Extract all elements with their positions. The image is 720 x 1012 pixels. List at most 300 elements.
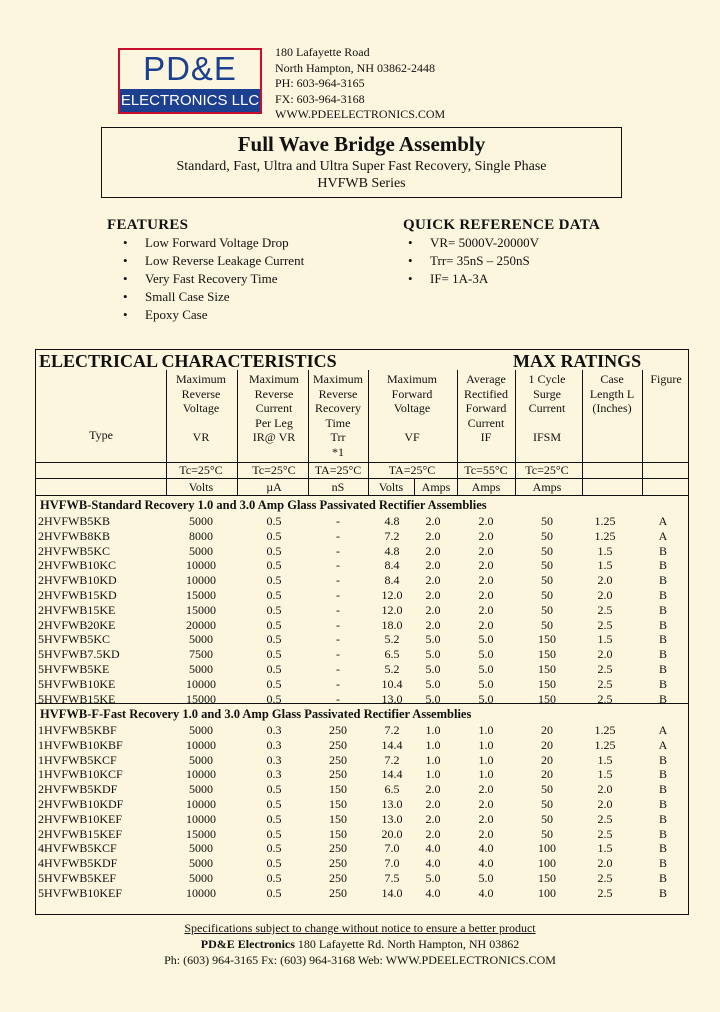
footer-company-name: PD&E Electronics: [200, 937, 295, 951]
figure: B: [658, 632, 667, 647]
figure: A: [658, 737, 668, 752]
figure: B: [658, 797, 667, 811]
recovery-time: 250: [329, 871, 347, 885]
forward-voltage: 7.5: [384, 871, 400, 885]
figure: B: [658, 856, 667, 871]
part-number: 2HVFWB15KE: [38, 602, 116, 617]
page-subtitle: Standard, Fast, Ultra and Ultra Super Fast Recovery, Single Phase: [176, 159, 547, 174]
surge-current: 50: [541, 826, 553, 841]
forward-voltage: 14.4: [381, 737, 403, 752]
surge-current: 150: [538, 676, 556, 691]
table-row: [36, 692, 688, 707]
column-header-type: Type: [89, 428, 113, 442]
quickref-vr: [408, 234, 539, 252]
unit-label: Amps: [532, 480, 562, 494]
figure: B: [658, 558, 667, 573]
surge-amps: 5.0: [425, 676, 441, 691]
part-number: 4HVFWB5KDF: [38, 856, 118, 871]
reverse-voltage: 5000: [189, 856, 213, 871]
forward-current: 5.0: [478, 691, 494, 706]
reverse-voltage: 10000: [186, 767, 216, 782]
forward-voltage: 6.5: [384, 647, 400, 662]
table-row: [36, 558, 688, 573]
table-row: [36, 767, 688, 782]
case-length: 2.0: [597, 797, 613, 811]
case-length: 1.5: [597, 558, 613, 573]
case-length: 2.5: [597, 826, 613, 841]
reverse-current: 0.3: [266, 723, 282, 737]
forward-voltage: 12.0: [381, 602, 403, 617]
forward-voltage: 7.2: [384, 752, 400, 767]
surge-current: 50: [541, 602, 553, 617]
surge-current: 20: [541, 767, 553, 782]
part-number: 1HVFWB5KBF: [38, 723, 117, 737]
group-title-standard: HVFWB-Standard Recovery 1.0 and 3.0 Amp Glass Passivated Rectifier Assemblies: [40, 498, 487, 512]
figure: B: [658, 676, 667, 691]
recovery-time: 250: [329, 841, 347, 856]
surge-amps: 4.0: [425, 841, 441, 856]
recovery-time: 150: [329, 811, 347, 826]
table-row: [36, 827, 688, 842]
forward-current: 2.0: [478, 826, 494, 841]
figure: B: [658, 767, 667, 782]
column-header: [163, 372, 239, 445]
reverse-current: 0.5: [266, 885, 282, 900]
table-column-rule: [582, 370, 583, 495]
forward-current: 2.0: [478, 797, 494, 811]
part-number: 5HVFWB15KE: [38, 691, 116, 706]
forward-current: 2.0: [478, 602, 494, 617]
table-row: [36, 782, 688, 797]
figure: B: [658, 543, 667, 558]
column-header-line: Time: [325, 415, 351, 430]
table-row: [36, 514, 688, 529]
reverse-voltage: 8000: [189, 528, 213, 543]
address-web: WWW.PDEELECTRONICS.COM: [275, 107, 446, 121]
case-length: 2.0: [597, 573, 613, 588]
column-header-line: IF: [480, 430, 492, 444]
series-name: HVFWB Series: [317, 176, 406, 191]
feature-item: • Low Forward Voltage Drop: [123, 234, 304, 252]
surge-current: 100: [538, 841, 556, 856]
reverse-current: 0.5: [266, 558, 282, 573]
table-row: [36, 529, 688, 544]
forward-voltage: 13.0: [381, 811, 403, 826]
recovery-time: 150: [329, 782, 347, 797]
figure: B: [658, 811, 667, 826]
forward-current: 4.0: [478, 885, 494, 900]
quickref-trr-text: Trr= 35nS – 250nS: [430, 253, 530, 268]
reverse-current: 0.5: [266, 602, 282, 617]
page-title: Full Wave Bridge Assembly: [237, 132, 486, 156]
reverse-current: 0.5: [266, 676, 282, 691]
surge-amps: 5.0: [425, 691, 441, 706]
part-number: 5HVFWB10KE: [38, 676, 116, 691]
table-rule: [36, 495, 688, 496]
quickref-vr-text: VR= 5000V-20000V: [430, 235, 540, 250]
title-box: [101, 127, 622, 198]
column-header-line: Reverse: [254, 386, 294, 401]
forward-voltage: 7.2: [384, 528, 400, 543]
column-header-line: Maximum: [176, 372, 226, 386]
surge-amps: 2.0: [425, 573, 441, 588]
table-column-rule: [237, 370, 238, 495]
forward-voltage: 20.0: [381, 826, 403, 841]
figure: B: [658, 602, 667, 617]
surge-amps: 2.0: [425, 811, 441, 826]
reverse-current: 0.5: [266, 826, 282, 841]
surge-current: 150: [538, 871, 556, 885]
reverse-voltage: 5000: [189, 543, 213, 558]
case-length: 2.0: [597, 782, 613, 797]
table-row: [36, 871, 688, 886]
reverse-current: 0.5: [266, 588, 282, 602]
part-number: 2HVFWB10KD: [38, 573, 117, 588]
column-header-line: Current: [467, 415, 505, 430]
surge-current: 50: [541, 528, 553, 543]
surge-current: 150: [538, 662, 556, 676]
surge-current: 20: [541, 752, 553, 767]
column-header-line: Average: [466, 372, 506, 386]
recovery-time: 150: [329, 826, 347, 841]
table-row: [36, 573, 688, 588]
reverse-current: 0.5: [266, 811, 282, 826]
table-row: [36, 588, 688, 603]
reverse-current: 0.5: [266, 797, 282, 811]
surge-current: 20: [541, 723, 553, 737]
forward-current: 2.0: [478, 514, 494, 528]
column-header: [374, 372, 450, 445]
case-length: 2.5: [597, 871, 613, 885]
figure: B: [658, 841, 667, 856]
temperature-condition: TA=25°C: [314, 463, 362, 477]
column-header-line: Reverse: [181, 386, 221, 401]
reverse-voltage: 7500: [189, 647, 213, 662]
forward-voltage: 12.0: [381, 588, 403, 602]
part-number: 1HVFWB5KCF: [38, 752, 117, 767]
case-length: 1.5: [597, 841, 613, 856]
feature-item: • Very Fast Recovery Time: [123, 270, 304, 288]
recovery-time: -: [336, 573, 340, 588]
case-length: 2.5: [597, 676, 613, 691]
recovery-time: 250: [329, 752, 347, 767]
column-header-line: Length L: [589, 386, 635, 401]
forward-current: 5.0: [478, 662, 494, 676]
figure: B: [658, 752, 667, 767]
surge-current: 100: [538, 885, 556, 900]
forward-current: 1.0: [478, 737, 494, 752]
table-row: [36, 886, 688, 901]
recovery-time: -: [336, 588, 340, 602]
footer-notice: [0, 921, 720, 936]
case-length: 1.25: [594, 723, 616, 737]
address-line: North Hampton, NH 03862-2448: [275, 60, 435, 75]
reverse-current: 0.3: [266, 767, 282, 782]
case-length: 1.5: [597, 767, 613, 782]
forward-current: 2.0: [478, 588, 494, 602]
part-number: 1HVFWB10KCF: [38, 767, 123, 782]
surge-amps: 2.0: [425, 543, 441, 558]
reverse-current: 0.5: [266, 691, 282, 706]
reverse-voltage: 5000: [189, 662, 213, 676]
logo-text-pde: PD&E: [143, 50, 237, 87]
figure: A: [658, 723, 668, 737]
temperature-condition: Tc=25°C: [252, 463, 296, 477]
address-phone: PH: 603-964-3165: [275, 76, 365, 90]
table-row: [36, 856, 688, 871]
reverse-current: 0.5: [266, 662, 282, 676]
forward-voltage: 8.4: [384, 558, 400, 573]
recovery-time: -: [336, 647, 340, 662]
surge-amps: 5.0: [425, 632, 441, 647]
reverse-voltage: 5000: [189, 752, 213, 767]
surge-current: 50: [541, 514, 553, 528]
column-header-line: Maximum: [249, 372, 299, 386]
features-heading: FEATURES: [107, 217, 189, 233]
case-length: 2.5: [597, 617, 613, 632]
forward-voltage: 18.0: [381, 617, 403, 632]
surge-amps: 2.0: [425, 514, 441, 528]
part-number: 5HVFWB7.5KD: [38, 647, 120, 662]
reverse-voltage: 5000: [189, 841, 213, 856]
case-length: 2.5: [597, 885, 613, 900]
forward-voltage: 13.0: [381, 691, 403, 706]
case-length: 2.5: [597, 691, 613, 706]
column-header-line: (Inches): [592, 401, 632, 415]
forward-current: 1.0: [478, 723, 494, 737]
case-length: 1.5: [597, 752, 613, 767]
forward-current: 5.0: [478, 632, 494, 647]
surge-amps: 1.0: [425, 767, 441, 782]
recovery-time: -: [336, 662, 340, 676]
reverse-current: 0.5: [266, 782, 282, 797]
case-length: 1.25: [594, 514, 616, 528]
quickref-trr: [408, 252, 539, 270]
recovery-time: 150: [329, 797, 347, 811]
reverse-voltage: 10000: [186, 558, 216, 573]
recovery-time: 250: [329, 885, 347, 900]
reverse-voltage: 10000: [186, 573, 216, 588]
logo-text-electronics: ELECTRONICS LLC: [120, 89, 260, 112]
group-title-fast: HVFWB-F-Fast Recovery 1.0 and 3.0 Amp Glass Passivated Rectifier Assemblies: [40, 707, 472, 721]
column-header-line: Case: [600, 372, 624, 386]
table-rule: [36, 478, 688, 479]
reverse-current: 0.5: [266, 514, 282, 528]
surge-current: 50: [541, 558, 553, 573]
surge-amps: 4.0: [425, 885, 441, 900]
part-number: 2HVFWB5KB: [38, 514, 111, 528]
figure: B: [658, 691, 667, 706]
table-heading-electrical: ELECTRICAL CHARACTERISTICS: [39, 351, 337, 371]
surge-amps: 5.0: [425, 662, 441, 676]
table-column-rule: [642, 370, 643, 495]
surge-current: 20: [541, 737, 553, 752]
case-length: 1.25: [594, 737, 616, 752]
column-header-line: Trr: [330, 430, 346, 444]
column-header-line: Surge: [533, 386, 561, 401]
forward-current: 1.0: [478, 767, 494, 782]
recovery-time: 250: [329, 737, 347, 752]
surge-amps: 2.0: [425, 528, 441, 543]
figure: B: [658, 871, 667, 885]
forward-current: 2.0: [478, 573, 494, 588]
surge-amps: 2.0: [425, 797, 441, 811]
surge-current: 50: [541, 543, 553, 558]
reverse-current: 0.5: [266, 573, 282, 588]
reverse-voltage: 10000: [186, 797, 216, 811]
table-row: [36, 544, 688, 559]
feature-item: • Epoxy Case: [123, 306, 304, 324]
figure: B: [658, 782, 667, 797]
column-header: [628, 372, 704, 387]
unit-label: Amps: [421, 480, 451, 494]
reverse-voltage: 10000: [186, 885, 216, 900]
column-header-line: [163, 416, 239, 431]
surge-amps: 2.0: [425, 558, 441, 573]
column-header-line: Per Leg: [255, 415, 293, 430]
case-length: 2.5: [597, 662, 613, 676]
column-header-line: *1: [332, 444, 344, 459]
table-row: [36, 662, 688, 677]
reverse-voltage: 5000: [189, 723, 213, 737]
column-header-line: Rectified: [464, 386, 508, 401]
column-header-line: Maximum: [313, 372, 363, 386]
table-row: [36, 797, 688, 812]
address-line: 180 Lafayette Road: [275, 45, 370, 59]
reverse-current: 0.5: [266, 841, 282, 856]
recovery-time: -: [336, 528, 340, 543]
part-number: 2HVFWB5KDF: [38, 782, 118, 797]
reverse-voltage: 15000: [186, 826, 216, 841]
forward-voltage: 8.4: [384, 573, 400, 588]
part-number: 5HVFWB5KE: [38, 662, 110, 676]
column-header-line: Voltage: [393, 401, 431, 415]
forward-current: 2.0: [478, 811, 494, 826]
recovery-time: -: [336, 514, 340, 528]
forward-current: 2.0: [478, 558, 494, 573]
figure: B: [658, 662, 667, 676]
reverse-voltage: 10000: [186, 737, 216, 752]
temperature-condition: Tc=25°C: [179, 463, 223, 477]
reverse-current: 0.5: [266, 871, 282, 885]
quickref-if-text: IF= 1A-3A: [430, 271, 489, 286]
recovery-time: 250: [329, 767, 347, 782]
footer-contact: Ph: (603) 964-3165 Fx: (603) 964-3168 Web: WWW.PDEELECTRONICS.COM: [164, 953, 556, 967]
column-header-line: Current: [528, 401, 566, 415]
case-length: 2.0: [597, 647, 613, 662]
footer-company-address: 180 Lafayette Rd. North Hampton, NH 03862: [294, 937, 520, 951]
surge-current: 100: [538, 856, 556, 871]
table-row: [36, 841, 688, 856]
recovery-time: 250: [329, 856, 347, 871]
surge-amps: 1.0: [425, 737, 441, 752]
surge-current: 50: [541, 588, 553, 602]
recovery-time: -: [336, 691, 340, 706]
feature-item: • Low Reverse Leakage Current: [123, 252, 304, 270]
case-length: 1.5: [597, 543, 613, 558]
column-header-line: [509, 416, 585, 431]
part-number: 2HVFWB15KEF: [38, 826, 123, 841]
column-header-line: Maximum: [387, 372, 437, 386]
case-length: 1.5: [597, 632, 613, 647]
part-number: 2HVFWB20KE: [38, 617, 116, 632]
forward-current: 2.0: [478, 528, 494, 543]
feature-item: • Small Case Size: [123, 288, 304, 306]
reverse-voltage: 15000: [186, 588, 216, 602]
column-header-line: IR@ VR: [252, 430, 296, 444]
figure: B: [658, 617, 667, 632]
features-list: [123, 234, 304, 324]
reverse-current: 0.5: [266, 528, 282, 543]
table-row: [36, 647, 688, 662]
electrical-characteristics-table: [35, 349, 689, 915]
table-row: [36, 632, 688, 647]
case-length: 2.0: [597, 588, 613, 602]
column-header-line: VR: [192, 430, 210, 444]
reverse-current: 0.3: [266, 737, 282, 752]
case-length: 2.5: [597, 602, 613, 617]
surge-amps: 2.0: [425, 826, 441, 841]
part-number: 5HVFWB5KC: [38, 632, 111, 647]
unit-label: µA: [266, 480, 282, 494]
table-row: [36, 603, 688, 618]
part-number: 5HVFWB5KEF: [38, 871, 117, 885]
reverse-voltage: 5000: [189, 632, 213, 647]
temperature-condition: Tc=55°C: [464, 463, 508, 477]
temperature-condition: Tc=25°C: [525, 463, 569, 477]
surge-current: 50: [541, 617, 553, 632]
table-row: [36, 618, 688, 633]
reverse-voltage: 15000: [186, 602, 216, 617]
forward-current: 4.0: [478, 856, 494, 871]
column-header-line: [374, 416, 450, 431]
column-header-line: Forward: [465, 401, 507, 415]
forward-voltage: 4.8: [384, 543, 400, 558]
part-number: 2HVFWB10KC: [38, 558, 117, 573]
surge-current: 50: [541, 782, 553, 797]
table-row: [36, 812, 688, 827]
table-row: [36, 677, 688, 692]
column-header-line: VF: [404, 430, 420, 444]
forward-current: 5.0: [478, 676, 494, 691]
reverse-current: 0.5: [266, 543, 282, 558]
figure: B: [658, 573, 667, 588]
surge-current: 50: [541, 573, 553, 588]
forward-voltage: 5.2: [384, 632, 400, 647]
reverse-voltage: 15000: [186, 691, 216, 706]
reverse-current: 0.3: [266, 752, 282, 767]
unit-label: Volts: [378, 480, 404, 494]
forward-current: 5.0: [478, 871, 494, 885]
reverse-current: 0.5: [266, 856, 282, 871]
quickref-list: [408, 234, 539, 288]
surge-amps: 1.0: [425, 723, 441, 737]
case-length: 1.25: [594, 528, 616, 543]
surge-amps: 5.0: [425, 647, 441, 662]
forward-voltage: 10.4: [381, 676, 403, 691]
reverse-voltage: 5000: [189, 514, 213, 528]
column-header-line: Figure: [650, 372, 682, 386]
forward-voltage: 14.0: [381, 885, 403, 900]
footer-company: [0, 937, 720, 952]
surge-current: 50: [541, 797, 553, 811]
recovery-time: -: [336, 602, 340, 617]
reverse-voltage: 10000: [186, 676, 216, 691]
table-heading-max-ratings: MAX RATINGS: [513, 351, 642, 371]
recovery-time: 250: [329, 723, 347, 737]
figure: A: [658, 514, 668, 528]
figure: B: [658, 588, 667, 602]
